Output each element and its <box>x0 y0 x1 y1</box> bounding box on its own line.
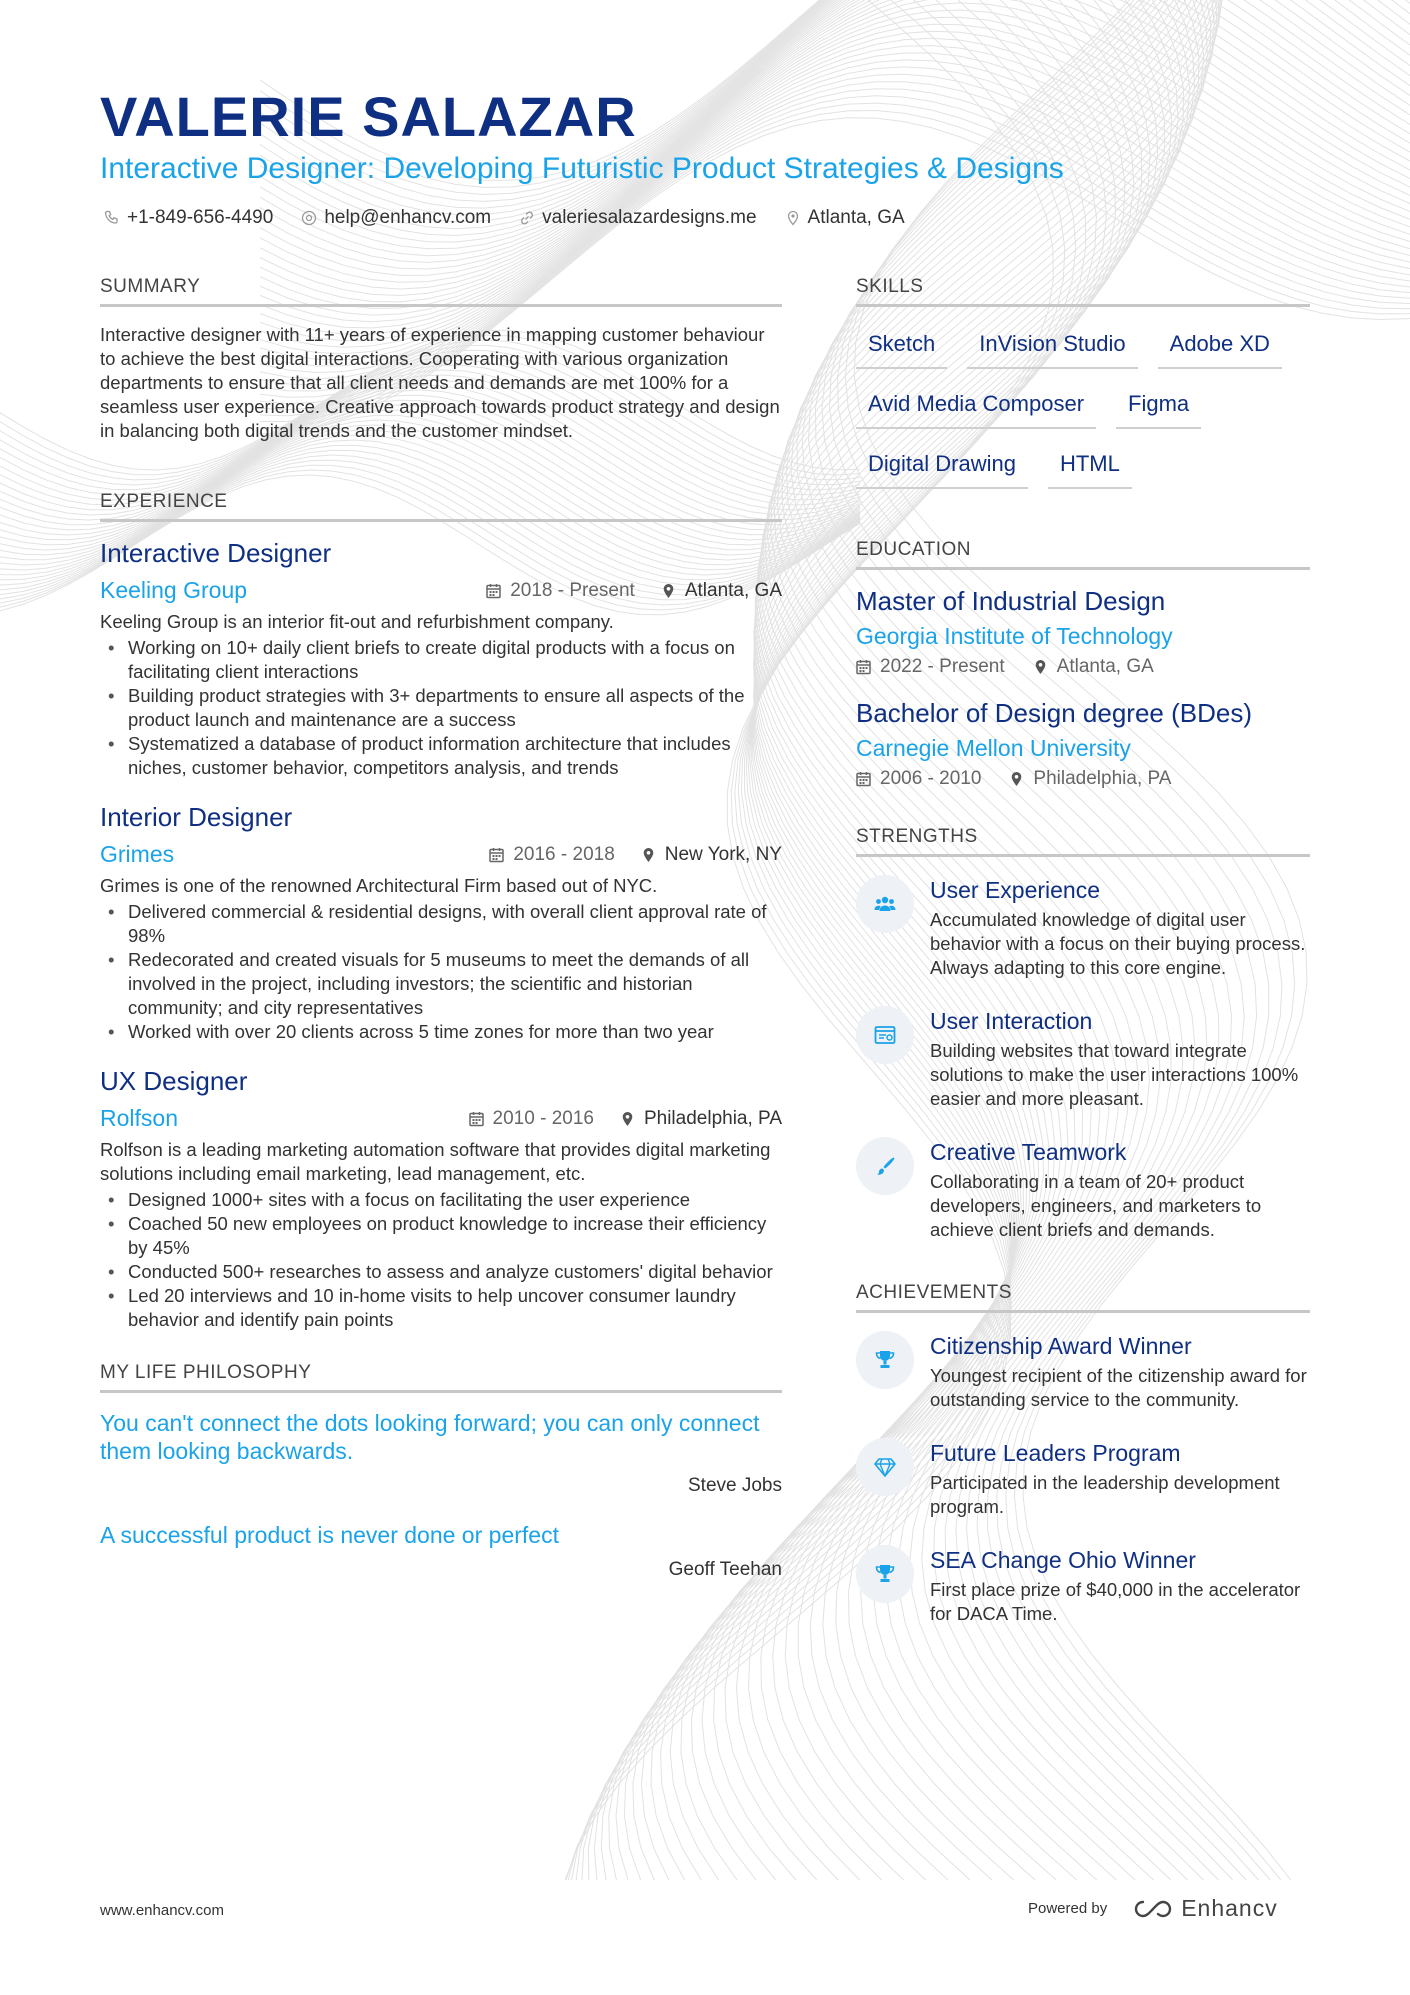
education-location <box>1009 768 1171 790</box>
achievement-title: Citizenship Award Winner <box>930 1333 1192 1359</box>
job-company-row <box>100 841 782 868</box>
job-bullets <box>100 1188 782 1332</box>
education-entry <box>856 586 1310 678</box>
right-column <box>856 276 1310 1654</box>
job-dates <box>486 580 635 602</box>
users-icon <box>856 875 914 933</box>
calendar-icon <box>486 583 501 599</box>
powered-by-text: Powered by <box>1028 1900 1108 1917</box>
education-list <box>856 586 1310 790</box>
strength-entry <box>856 877 1310 980</box>
job-dates-text: 2018 - Present <box>510 579 635 601</box>
trophy-icon <box>856 1545 914 1603</box>
job-entry <box>100 802 782 1044</box>
job-title: Interactive Designer <box>100 538 332 568</box>
left-column <box>100 276 782 1605</box>
link-icon <box>519 210 535 226</box>
education-location-text: Atlanta, GA <box>1056 656 1154 677</box>
phone-text: +1-849-656-4490 <box>127 207 274 228</box>
quote-text: A successful product is never done or perfect <box>100 1522 559 1548</box>
map-pin-icon <box>1033 659 1048 675</box>
strength-title: Creative Teamwork <box>930 1139 1127 1165</box>
job-location <box>641 844 782 866</box>
contact-email[interactable] <box>301 207 491 229</box>
education-dates <box>856 656 1005 678</box>
job-company-row <box>100 577 782 604</box>
job-location-text: New York, NY <box>664 843 782 865</box>
map-pin-icon <box>620 1111 635 1127</box>
philosophy-heading: MY LIFE PHILOSOPHY <box>100 1362 782 1393</box>
education-degree: Master of Industrial Design <box>856 586 1166 616</box>
job-location-text: Philadelphia, PA <box>643 1107 782 1129</box>
job-title: UX Designer <box>100 1066 248 1096</box>
map-pin-icon <box>785 210 801 226</box>
candidate-name: VALERIE SALAZAR <box>100 85 637 148</box>
education-dates <box>856 768 981 790</box>
achievement-body <box>930 1440 1310 1519</box>
achievement-description: First place prize of $40,000 in the accelerator for DACA Time. <box>930 1579 1301 1624</box>
strength-body <box>930 877 1310 980</box>
strength-title: User Interaction <box>930 1008 1093 1034</box>
job-bullet: • Designed 1000+ sites with a focus on facilitating the user experience <box>100 1188 782 1212</box>
browser-icon <box>856 1006 914 1064</box>
achievement-description: Youngest recipient of the citizenship award for outstanding service to the community. <box>930 1365 1307 1410</box>
job-title: Interior Designer <box>100 802 293 832</box>
experience-heading: EXPERIENCE <box>100 491 782 522</box>
strengths-heading: STRENGTHS <box>856 826 1310 857</box>
calendar-icon <box>856 771 871 787</box>
job-bullet: • Systematized a database of product information architecture that includes niches, customer behavior, competitors analysis, and trends <box>100 732 782 780</box>
quote-author: Steve Jobs <box>688 1475 782 1496</box>
brush-icon <box>856 1137 914 1195</box>
achievement-body <box>930 1547 1310 1626</box>
skill-tag: Sketch <box>856 321 947 369</box>
location-text: Atlanta, GA <box>807 207 905 228</box>
achievement-title: Future Leaders Program <box>930 1440 1181 1466</box>
job-meta <box>469 1108 782 1130</box>
contact-phone[interactable] <box>104 207 273 229</box>
achievements-list <box>856 1333 1310 1626</box>
job-dates-text: 2010 - 2016 <box>492 1107 594 1129</box>
job-location <box>661 580 782 602</box>
quote-author: Geoff Teehan <box>668 1559 782 1580</box>
contact-location <box>785 207 905 229</box>
job-company: Rolfson <box>100 1105 178 1131</box>
strength-description: Building websites that toward integrate solutions to make the user interactions 100% easier and more pleasant. <box>930 1040 1299 1109</box>
job-bullets <box>100 636 782 780</box>
calendar-icon <box>856 659 871 675</box>
job-dates-text: 2016 - 2018 <box>513 843 615 865</box>
calendar-icon <box>489 847 504 863</box>
job-dates <box>469 1108 594 1130</box>
map-pin-icon <box>1009 771 1024 787</box>
education-meta <box>856 656 1310 678</box>
contact-bar <box>104 207 905 229</box>
job-company: Keeling Group <box>100 577 248 603</box>
education-entry <box>856 698 1310 790</box>
achievement-body <box>930 1333 1310 1412</box>
diamond-icon <box>856 1438 914 1496</box>
job-bullet: • Working on 10+ daily client briefs to create digital products with a focus on facilitating client interactions <box>100 636 782 684</box>
quote-text: You can't connect the dots looking forward; you can only connect them looking backwards. <box>100 1410 760 1464</box>
job-location-text: Atlanta, GA <box>684 579 782 601</box>
strength-body <box>930 1139 1310 1242</box>
skill-tag: Digital Drawing <box>856 441 1028 489</box>
job-company-row <box>100 1105 782 1132</box>
trophy-icon <box>856 1331 914 1389</box>
candidate-headline: Interactive Designer: Developing Futuristic Product Strategies & Designs <box>100 152 1064 185</box>
job-meta <box>489 844 782 866</box>
job-bullet: • Led 20 interviews and 10 in-home visits to help uncover consumer laundry behavior and identify pain points <box>100 1284 782 1332</box>
education-dates-text: 2022 - Present <box>880 656 1005 677</box>
job-description: Rolfson is a leading marketing automation software that provides digital marketing solutions including email marketing, lead management, etc. <box>100 1139 771 1184</box>
skill-tag: InVision Studio <box>967 321 1137 369</box>
strength-entry <box>856 1139 1310 1242</box>
strength-title: User Experience <box>930 877 1101 903</box>
job-description: Keeling Group is an interior fit-out and refurbishment company. <box>100 611 614 632</box>
footer-url[interactable]: www.enhancv.com <box>100 1902 224 1919</box>
achievement-entry <box>856 1547 1310 1626</box>
education-school: Georgia Institute of Technology <box>856 623 1173 649</box>
skills-list <box>856 321 1310 489</box>
job-bullet: • Delivered commercial & residential designs, with overall client approval rate of 98% <box>100 900 782 948</box>
job-entry <box>100 1066 782 1332</box>
skill-tag: Adobe XD <box>1158 321 1282 369</box>
education-location <box>1033 656 1154 678</box>
calendar-icon <box>469 1111 484 1127</box>
achievement-entry <box>856 1440 1310 1519</box>
job-entry <box>100 538 782 780</box>
job-company: Grimes <box>100 841 175 867</box>
job-description: Grimes is one of the renowned Architectural Firm based out of NYC. <box>100 875 658 896</box>
phone-icon <box>104 210 120 226</box>
job-bullet: • Conducted 500+ researches to assess and analyze customers' digital behavior <box>100 1260 782 1284</box>
at-icon <box>301 210 317 226</box>
education-location-text: Philadelphia, PA <box>1033 768 1172 789</box>
strength-body <box>930 1008 1310 1111</box>
strength-description: Accumulated knowledge of digital user behavior with a focus on their buying process. Always adapting to this core engine. <box>930 909 1306 978</box>
map-pin-icon <box>661 583 676 599</box>
achievement-title: SEA Change Ohio Winner <box>930 1547 1196 1573</box>
skill-tag: Figma <box>1116 381 1201 429</box>
strength-entry <box>856 1008 1310 1111</box>
job-location <box>620 1108 782 1130</box>
achievement-description: Participated in the leadership development program. <box>930 1472 1280 1517</box>
achievement-entry <box>856 1333 1310 1412</box>
philosophy-list <box>100 1409 782 1581</box>
map-pin-icon <box>641 847 656 863</box>
footer-branding <box>1028 1895 1278 1922</box>
enhancv-logo[interactable] <box>1131 1895 1278 1922</box>
job-meta <box>486 580 782 602</box>
education-meta <box>856 768 1310 790</box>
education-dates-text: 2006 - 2010 <box>880 768 982 789</box>
job-bullet: • Worked with over 20 clients across 5 time zones for more than two year <box>100 1020 782 1044</box>
email-text: help@enhancv.com <box>324 207 492 228</box>
skills-heading: SKILLS <box>856 276 1310 307</box>
contact-website[interactable] <box>519 207 756 229</box>
job-bullet: • Coached 50 new employees on product knowledge to increase their efficiency by 45% <box>100 1212 782 1260</box>
enhancv-logo-icon <box>1131 1898 1175 1920</box>
summary-text: Interactive designer with 11+ years of experience in mapping customer behaviour to achieve the best digital interactions. Cooperating with various organization departments to ensure that all client needs and demands are met 100% for a seamless user experience. Creative approach towards product strategy and design in balancing both digital trends and the customer mindset. <box>100 324 780 441</box>
job-bullet: • Building product strategies with 3+ departments to ensure all aspects of the product launch and maintenance are a success <box>100 684 782 732</box>
job-bullet: • Redecorated and created visuals for 5 museums to meet the demands of all involved in the project, including investors; the scientific and historian community; and city representatives <box>100 948 782 1020</box>
job-bullets <box>100 900 782 1044</box>
skill-tag: Avid Media Composer <box>856 381 1096 429</box>
experience-list <box>100 538 782 1332</box>
skill-tag: HTML <box>1048 441 1132 489</box>
education-degree: Bachelor of Design degree (BDes) <box>856 698 1252 728</box>
education-heading: EDUCATION <box>856 539 1310 570</box>
education-school: Carnegie Mellon University <box>856 735 1131 761</box>
enhancv-logo-text: Enhancv <box>1181 1895 1278 1921</box>
strength-description: Collaborating in a team of 20+ product developers, engineers, and marketers to achieve client briefs and demands. <box>930 1171 1262 1240</box>
website-text: valeriesalazardesigns.me <box>542 207 757 228</box>
summary-heading: SUMMARY <box>100 276 782 307</box>
achievements-heading: ACHIEVEMENTS <box>856 1282 1310 1313</box>
strengths-list <box>856 877 1310 1242</box>
job-dates <box>489 844 614 866</box>
